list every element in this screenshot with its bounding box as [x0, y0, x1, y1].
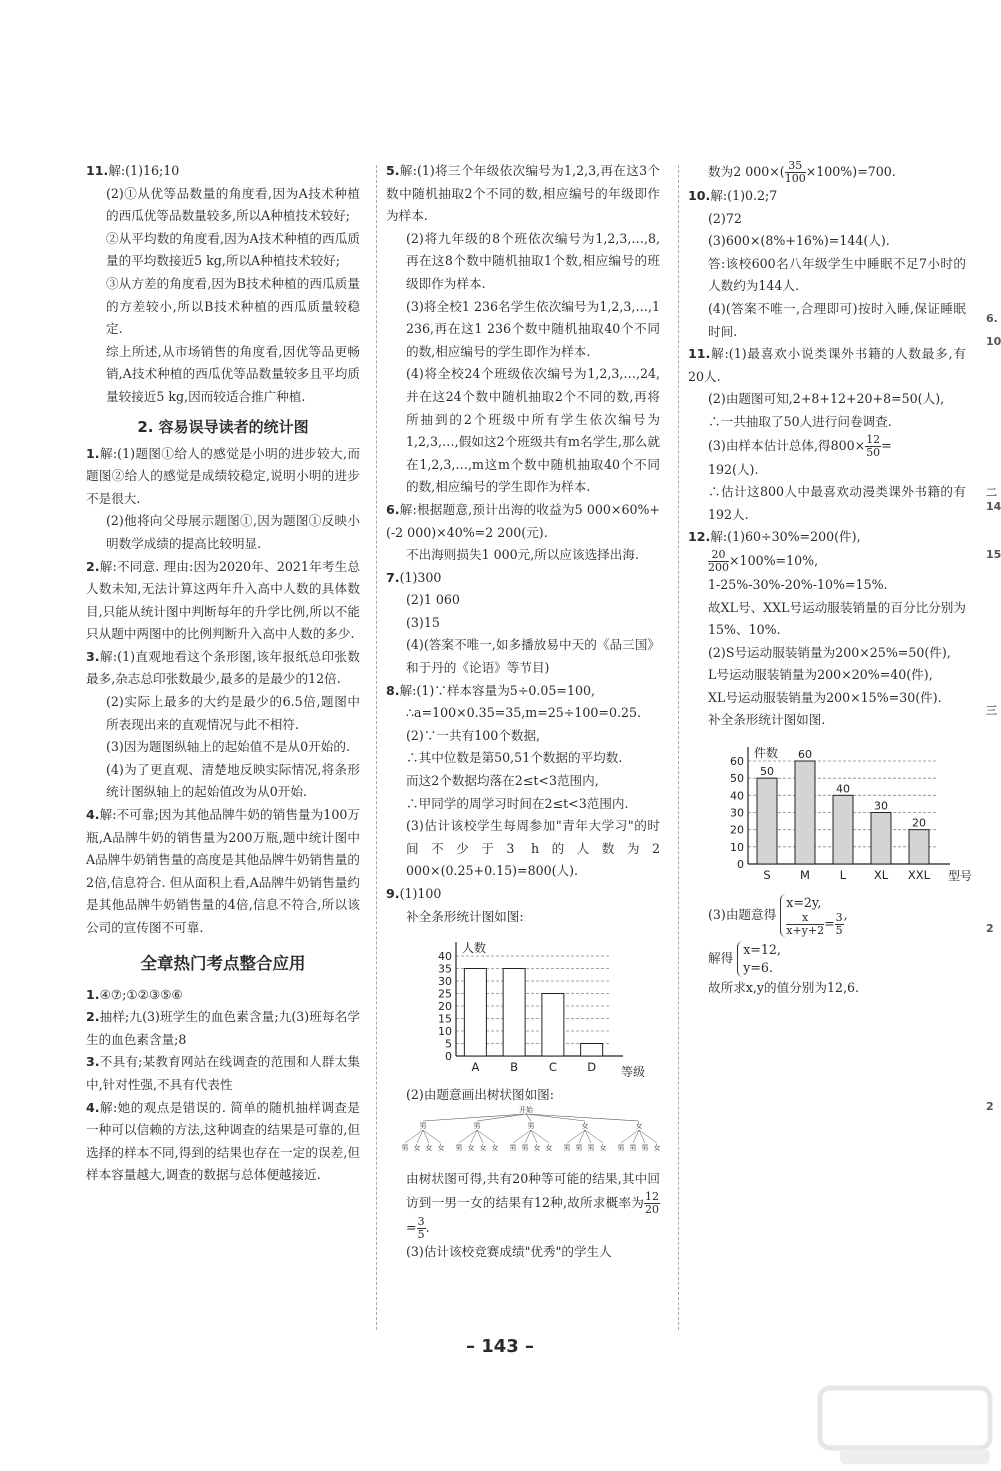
y-tick-label: 5 [445, 1037, 452, 1051]
q10-line: (3)600×(8%+16%)=144(人). [708, 233, 890, 249]
y-tick-label: 20 [730, 823, 744, 837]
q11-conclusion: 综上所述,从市场销售的角度看,因优等品更畅销,A技术种植的西瓜优等品数量较多且平均质量较接近5 kg,因而较适合推广种植. [106, 343, 360, 404]
q8-line: ∴其中位数是第50,51个数据的平均数. [406, 750, 623, 766]
tree-branch [531, 1130, 549, 1143]
s2-answer: 2.解:不同意. 理由:因为2020年、2021年考生总人数未知,无法计算这两年升入高中人数的具体数目,只能从统计图中判断每年的升学比例,所以不能只从题中两图中的比例判断升入高中人数的多少. [86, 558, 360, 642]
fraction: $\frac{x}{x+y+2}$ [786, 910, 825, 937]
q11-line: (2)由题图可知,2+8+12+20+8=50(人), [708, 391, 945, 407]
q9-part3: (3)估计该校竞赛成绩"优秀"的学生人 [406, 1243, 612, 1259]
bar [464, 969, 486, 1057]
s3-part3: (3)因为题图纵轴上的起始值不是从0开始的. [106, 739, 350, 755]
y-tick-label: 30 [438, 975, 452, 989]
q11-part2: (2)①从优等品数量的角度看,因为A技术种植的西瓜优等品数量较多,所以A种植技术较好; [106, 185, 360, 224]
bar [909, 830, 929, 864]
q10-line: (2)72 [708, 210, 742, 226]
watermark-logo [800, 1378, 1000, 1471]
equation-system: x=12, y=6. [737, 941, 781, 977]
column-middle [386, 160, 660, 1263]
q11-line: 192(人). [708, 461, 759, 477]
tree-branch [405, 1130, 423, 1143]
tree-branch [477, 1114, 526, 1121]
q10-line: 答:该校600名八年级学生中睡眠不足7小时的人数约为144人. [708, 255, 966, 294]
data-label: 50 [760, 765, 774, 779]
y-tick-label: 0 [445, 1050, 452, 1064]
tree-branch [526, 1114, 585, 1121]
q12-line: L号运动服装销量为200×20%=40(件), [708, 667, 933, 683]
tree-leaf-label: 女 [467, 1144, 475, 1153]
fraction: $\frac{35}{100}$ [784, 159, 806, 185]
tree-branch [423, 1114, 526, 1121]
q12-chart-caption: 补全条形统计图如图. [708, 712, 826, 728]
tree-leaf-label: 男 [587, 1144, 595, 1153]
column-divider [376, 165, 377, 1330]
tree-leaf-label: 女 [653, 1144, 661, 1153]
tree-node-label: 男 [473, 1122, 481, 1131]
bar [581, 1044, 603, 1057]
s4-answer: 4.解:不可靠;因为其他品牌牛奶的销售量为100万瓶,A品牌牛奶的销售量为200万瓶,题中统计图中A品牌牛奶销售量的高度是其他品牌牛奶销售量的2倍,信息符合. 但从面积上看,A品牌牛奶销售量约是其他品牌牛奶销售量的4倍,信息不符合,所以该公司的宣传图不可靠. [86, 807, 360, 935]
s3-answer: 3.解:(1)直观地看这个条形图,该年报纸总印张数最多,杂志总印张数最少,最多的是最少的12倍. [86, 648, 360, 687]
q5-part3: (3)将全校1 236名学生依次编号为1,2,3,…,1 236,再在这1 236个数中随机抽取40个不同的数,相应编号的学生即作为样本. [406, 298, 660, 359]
q8-answer: 8.解:(1)∵样本容量为5÷0.05=100, [386, 682, 595, 698]
q11-part2b: ②从平均数的角度看,因为A技术种植的西瓜质量的平均数接近5 kg,所以A种植技术较好; [106, 230, 360, 269]
q12-answer: 12.解:(1)60÷30%=200(件), [688, 529, 861, 545]
y-tick-label: 30 [730, 806, 744, 820]
x-axis-label: 型号 [948, 869, 973, 884]
tree-leaf-label: 男 [521, 1144, 529, 1153]
fraction: $\frac{3}{5}$ [835, 910, 843, 937]
q12-line: 1-25%-30%-20%-10%=15%. [708, 576, 888, 592]
tree-branch [526, 1114, 639, 1121]
y-axis-label: 人数 [462, 941, 487, 956]
tree-node-label: 男 [527, 1122, 535, 1131]
tree-leaf-label: 女 [533, 1144, 541, 1153]
x-tick-label: L [839, 868, 847, 883]
fraction: $\frac{12}{20}$ [645, 1189, 659, 1216]
size-bar-chart [688, 732, 973, 884]
section-title-misleading-charts: 2. 容易误导读者的统计图 [137, 417, 309, 436]
edge-mark: 15 [986, 548, 1001, 561]
bar [542, 994, 564, 1057]
q9-continued: 数为2 000×( $\frac{35}{100}$ ×100%)=700. [708, 159, 896, 185]
y-tick-label: 0 [737, 858, 744, 872]
edge-mark: 二 [986, 486, 997, 499]
bar [757, 778, 777, 864]
tree-node-label: 女 [635, 1122, 643, 1131]
column-divider [678, 165, 679, 1330]
h4-answer: 4.解:她的观点是错误的. 简单的随机抽样调查是一种可以信赖的方法,这种调查的结果是可靠的,但选择的样本不同,得到的结果也存在一定的误差,但样本容量越大,调查的数据与总体便越接近. [86, 1099, 360, 1183]
q10-answer: 10.解:(1)0.2;7 [688, 188, 778, 203]
q12-conclusion: 故所求x,y的值分别为12,6. [708, 979, 860, 995]
edge-mark: 三 [986, 704, 997, 717]
q8-line: (2)∵一共有100个数据, [406, 727, 541, 743]
y-tick-label: 10 [438, 1025, 452, 1039]
x-tick-label: M [800, 868, 810, 883]
q11-estimate: (3)由样本估计总体,得800× $\frac{12}{50}$ = [708, 432, 892, 459]
tree-branch [621, 1130, 639, 1143]
y-tick-label: 50 [730, 772, 744, 786]
data-label: 20 [912, 816, 926, 830]
tree-branch [513, 1130, 531, 1143]
q7-answer: 7.(1)300 [386, 569, 442, 585]
y-tick-label: 40 [730, 789, 744, 803]
y-tick-label: 20 [438, 1000, 452, 1014]
tree-branch [639, 1130, 657, 1143]
q5-part2: (2)将九年级的8个班依次编号为1,2,3,…,8,再在这8个数中随机抽取1个数,相应编号的班级即作为样本. [406, 230, 660, 291]
q7-part2: (2)1 060 [406, 592, 460, 608]
edge-mark: 2 [986, 1100, 994, 1113]
bar [503, 969, 525, 1057]
x-axis-label: 等级 [621, 1065, 646, 1080]
bar [795, 761, 815, 864]
edge-mark: 2 [986, 922, 994, 935]
q5-part4: (4)将全校24个班级依次编号为1,2,3,…,24,并在这24个数中随机抽取2个不同的数,再将所抽到的2个班级中所有学生依次编号为1,2,3,…,假如这2个班级共有m名学生,那么就在1,2,3,…,m这m个数中随机抽取40个不同的数,相应编号的学生即作为样本. [406, 366, 660, 495]
tree-branch [477, 1130, 495, 1143]
q11-line: ∴一共抽取了50人进行问卷调查. [708, 413, 892, 429]
data-label: 60 [798, 748, 812, 762]
tree-leaf-label: 女 [425, 1144, 433, 1153]
q7-part3: (3)15 [406, 614, 440, 630]
tree-leaf-label: 男 [575, 1144, 583, 1153]
q12-solution: 解得 x=12, y=6. [708, 941, 781, 975]
section-title-chapter-review: 全章热门考点整合应用 [140, 953, 306, 973]
column-left [86, 160, 360, 1187]
tree-leaf-label: 女 [599, 1144, 607, 1153]
x-tick-label: A [471, 1060, 480, 1075]
h2-answer: 2.抽样;九(3)班学生的血色素含量;九(3)班每名学生的血色素含量;8 [86, 1009, 360, 1047]
x-tick-label: S [763, 868, 771, 883]
y-tick-label: 15 [438, 1012, 452, 1026]
q12-line: XL号运动服装销量为200×15%=30(件). [708, 689, 942, 705]
tree-node-label: 男 [419, 1122, 427, 1131]
tree-diagram [386, 1106, 660, 1160]
tree-node-label: 女 [581, 1122, 589, 1131]
tree-branch [526, 1114, 531, 1121]
tree-leaf-label: 男 [401, 1144, 409, 1153]
equation-system: x=2y, $\frac{x}{x+y+2}$ = $\frac{3}{5}$ [780, 894, 843, 937]
q10-line: (4)(答案不唯一,合理即可)按时入睡,保证睡眠时间. [708, 300, 966, 339]
data-label: 40 [836, 782, 850, 796]
page-number: – 143 – [465, 1336, 535, 1357]
q11-line: ∴估计这800人中最喜欢动漫类课外书籍的有192人. [708, 484, 966, 522]
tree-leaf-label: 女 [491, 1144, 499, 1153]
q8-line: (3)估计该校学生每周参加"青年大学习"的时间不少于3 h的人数为2 000×(0.25+0.15)=800(人). [406, 818, 660, 879]
q8-line: ∴甲同学的周学习时间在2≤t<3范围内. [406, 795, 629, 811]
y-tick-label: 60 [730, 755, 744, 769]
fraction: $\frac{20}{200}$ [708, 547, 729, 574]
fraction: $\frac{12}{50}$ [866, 432, 881, 459]
fraction: $\frac{3}{5}$ [417, 1214, 425, 1241]
y-tick-label: 40 [438, 950, 452, 964]
edge-mark: 10 [986, 335, 1001, 348]
q7-part4: (4)(答案不唯一,如多播放易中天的《品三国》和于丹的《论语》等节目) [406, 637, 660, 676]
q6-answer: 6.解:根据题意,预计出海的收益为5 000×60%+(-2 000)×40%=2 200(元). [386, 501, 660, 540]
tree-leaf-label: 男 [563, 1144, 571, 1153]
column-right [688, 159, 973, 999]
s3-part2: (2)实际上最多的大约是最少的6.5倍,题图中所表现出来的直观情况与此不相符. [106, 694, 360, 732]
edge-mark: 14 [986, 500, 1001, 513]
q12-system: (3)由题意得 x=2y, $\frac{x}{x+y+2}$ = $\frac{3}{5}$ , [708, 894, 848, 937]
y-tick-label: 25 [438, 987, 452, 1001]
x-tick-label: D [587, 1060, 597, 1075]
tree-root-label: 开始 [519, 1106, 533, 1115]
q12-line: (2)S号运动服装销量为200×25%=50(件), [708, 644, 951, 660]
tree-branch [585, 1130, 603, 1143]
y-axis-label: 件数 [754, 746, 779, 761]
tree-leaf-label: 男 [509, 1144, 517, 1153]
y-tick-label: 10 [730, 840, 744, 854]
grade-bar-chart [386, 928, 660, 1080]
q11-answer: 11.解:(1)最喜欢小说类课外书籍的人数最多,有20人. [688, 346, 966, 384]
x-tick-label: B [510, 1060, 519, 1075]
s1-part2: (2)他将向父母展示题图①,因为题图①反映小明数学成绩的提高比较明显. [106, 513, 360, 551]
tree-branch [423, 1130, 441, 1143]
h1-answer: 1.④⑦;①②③⑤⑥ [86, 986, 183, 1002]
q11-answer: 11.解:(1)16;10 [86, 163, 180, 178]
tree-leaf-label: 男 [455, 1144, 463, 1153]
tree-branch [459, 1130, 477, 1143]
h3-answer: 3.不具有;某教育网站在线调查的范围和人群太集中,针对性强,不具有代表性 [86, 1054, 360, 1092]
y-tick-label: 35 [438, 962, 452, 976]
tree-leaf-label: 女 [413, 1144, 421, 1153]
q9-answer: 9.(1)100 [386, 886, 442, 901]
edge-mark: 6. [986, 312, 998, 325]
x-tick-label: C [548, 1060, 557, 1075]
q6-part2: 不出海则损失1 000元,所以应该选择出海. [406, 547, 639, 563]
tree-leaf-label: 男 [641, 1144, 649, 1153]
data-label: 30 [874, 799, 888, 813]
q8-line: ∴a=100×0.35=35,m=25÷100=0.25. [406, 705, 641, 721]
q11-part2c: ③从方差的角度看,因为B技术种植的西瓜质量的方差较小,所以B技术种植的西瓜质量较稳定. [106, 275, 360, 337]
tree-branch [567, 1130, 585, 1143]
q5-answer: 5.解:(1)将三个年级依次编号为1,2,3,再在这3个数中随机抽取2个不同的数,相应编号的年级即作为样本. [386, 163, 660, 224]
q9-tree-caption: (2)由题意画出树状图如图: [406, 1086, 555, 1102]
tree-leaf-label: 女 [437, 1144, 445, 1153]
q8-line: 而这2个数据均落在2≤t<3范围内, [406, 773, 599, 789]
tree-leaf-label: 女 [479, 1144, 487, 1153]
q9-probability: 由树状图可得,共有20种等可能的结果,其中回访到一男一女的结果有12种,故所求概率为 $\frac{12}{20}$ = $\frac{3}{5}$ . [406, 1170, 660, 1241]
x-tick-label: XXL [907, 868, 931, 883]
tree-leaf-label: 男 [629, 1144, 637, 1153]
s3-part4: (4)为了更直观、清楚地反映实际情况,将条形统计图纵轴上的起始值改为从0开始. [106, 761, 360, 800]
q9-chart-caption: 补全条形统计图如图: [406, 908, 524, 924]
tree-leaf-label: 女 [545, 1144, 553, 1153]
q12-line: 故XL号、XXL号运动服装销量的百分比分别为15%、10%. [708, 599, 966, 638]
tree-leaf-label: 男 [617, 1144, 625, 1153]
bar [871, 813, 891, 865]
s1-answer: 1.解:(1)题图①给人的感觉是小明的进步较大,而题图②给人的感觉是成绩较稳定,说明小明的进步不是很大. [86, 445, 360, 506]
q12-fraction-line: $\frac{20}{200}$ ×100%=10%, [708, 547, 819, 574]
x-tick-label: XL [873, 868, 889, 883]
bar [833, 795, 853, 864]
